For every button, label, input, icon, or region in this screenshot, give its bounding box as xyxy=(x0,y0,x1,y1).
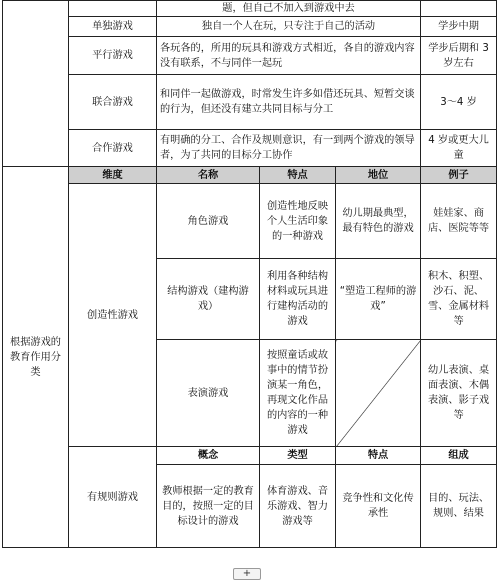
table-row xyxy=(3,17,497,37)
type-age: 学步中期 xyxy=(421,17,497,37)
creative-games-label: 创造性游戏 xyxy=(69,184,157,447)
table-row xyxy=(3,1,497,17)
header-dimension: 维度 xyxy=(69,167,157,184)
type-name: 平行游戏 xyxy=(69,37,157,75)
rule-concept: 教师根据一定的教育目的，按照一定的目标设计的游戏 xyxy=(157,465,260,548)
game-example: 积木、积塑、沙石、泥、雪、金属材料等 xyxy=(421,259,497,340)
rule-composition: 目的、玩法、规则、结果 xyxy=(421,465,497,548)
game-name: 结构游戏（建构游戏） xyxy=(157,259,260,340)
type-age: 4 岁或更大儿童 xyxy=(421,130,497,167)
type-age xyxy=(421,1,497,17)
type-age: 3～4 岁 xyxy=(421,75,497,130)
rule-type: 体育游戏、音乐游戏、智力游戏等 xyxy=(260,465,336,548)
header-type: 类型 xyxy=(260,447,336,465)
game-feature: 按照童话或故事中的情节扮演某一角色，再现文化作品的内容的一种游戏 xyxy=(260,340,336,447)
header-status: 地位 xyxy=(336,167,421,184)
type-description: 独自一个人在玩，只专注于自己的活动 xyxy=(157,17,421,37)
table-row xyxy=(3,184,497,259)
header-name: 名称 xyxy=(157,167,260,184)
table-row xyxy=(3,37,497,75)
play-classification-table xyxy=(2,0,497,548)
type-name: 单独游戏 xyxy=(69,17,157,37)
game-status: “塑造工程师的游戏” xyxy=(336,259,421,340)
header-composition: 组成 xyxy=(421,447,497,465)
header-example: 例子 xyxy=(421,167,497,184)
diagonal-empty-cell xyxy=(336,340,421,447)
document-page xyxy=(2,0,496,567)
type-name: 合作游戏 xyxy=(69,130,157,167)
table-row xyxy=(3,75,497,130)
rules-header-row xyxy=(3,447,497,465)
game-name: 表演游戏 xyxy=(157,340,260,447)
type-description: 有明确的分工、合作及规则意识，有一到两个游戏的领导者，为了共同的目标分工协作 xyxy=(157,130,421,167)
game-feature: 创造性地反映个人生活印象的一种游戏 xyxy=(260,184,336,259)
game-status: 幼儿期最典型，最有特色的游戏 xyxy=(336,184,421,259)
type-age: 学步后期和 3 岁左右 xyxy=(421,37,497,75)
game-feature: 利用各种结构材料或玩具进行建构活动的游戏 xyxy=(260,259,336,340)
header-row xyxy=(3,167,497,184)
table-row xyxy=(3,130,497,167)
game-name: 角色游戏 xyxy=(157,184,260,259)
type-description: 题，但自己不加入到游戏中去 xyxy=(157,1,421,17)
rule-games-label: 有规则游戏 xyxy=(69,447,157,548)
header-feature: 特点 xyxy=(260,167,336,184)
add-row-button[interactable]: + xyxy=(233,568,261,580)
type-name xyxy=(69,1,157,17)
type-description: 各玩各的，所用的玩具和游戏方式相近，各自的游戏内容没有联系，不与同伴一起玩 xyxy=(157,37,421,75)
header-feature: 特点 xyxy=(336,447,421,465)
game-example: 幼儿表演、桌面表演、木偶表演、影子戏等 xyxy=(421,340,497,447)
type-description: 和同伴一起做游戏，时常发生许多如借还玩具、短暂交谈的行为，但还没有建立共同目标与分工 xyxy=(157,75,421,130)
rule-feature: 竞争性和文化传承性 xyxy=(336,465,421,548)
section-label: 根据游戏的教育作用分类 xyxy=(3,167,69,548)
header-concept: 概念 xyxy=(157,447,260,465)
game-example: 娃娃家、商店、医院等等 xyxy=(421,184,497,259)
type-name: 联合游戏 xyxy=(69,75,157,130)
blank-cell xyxy=(3,1,69,167)
